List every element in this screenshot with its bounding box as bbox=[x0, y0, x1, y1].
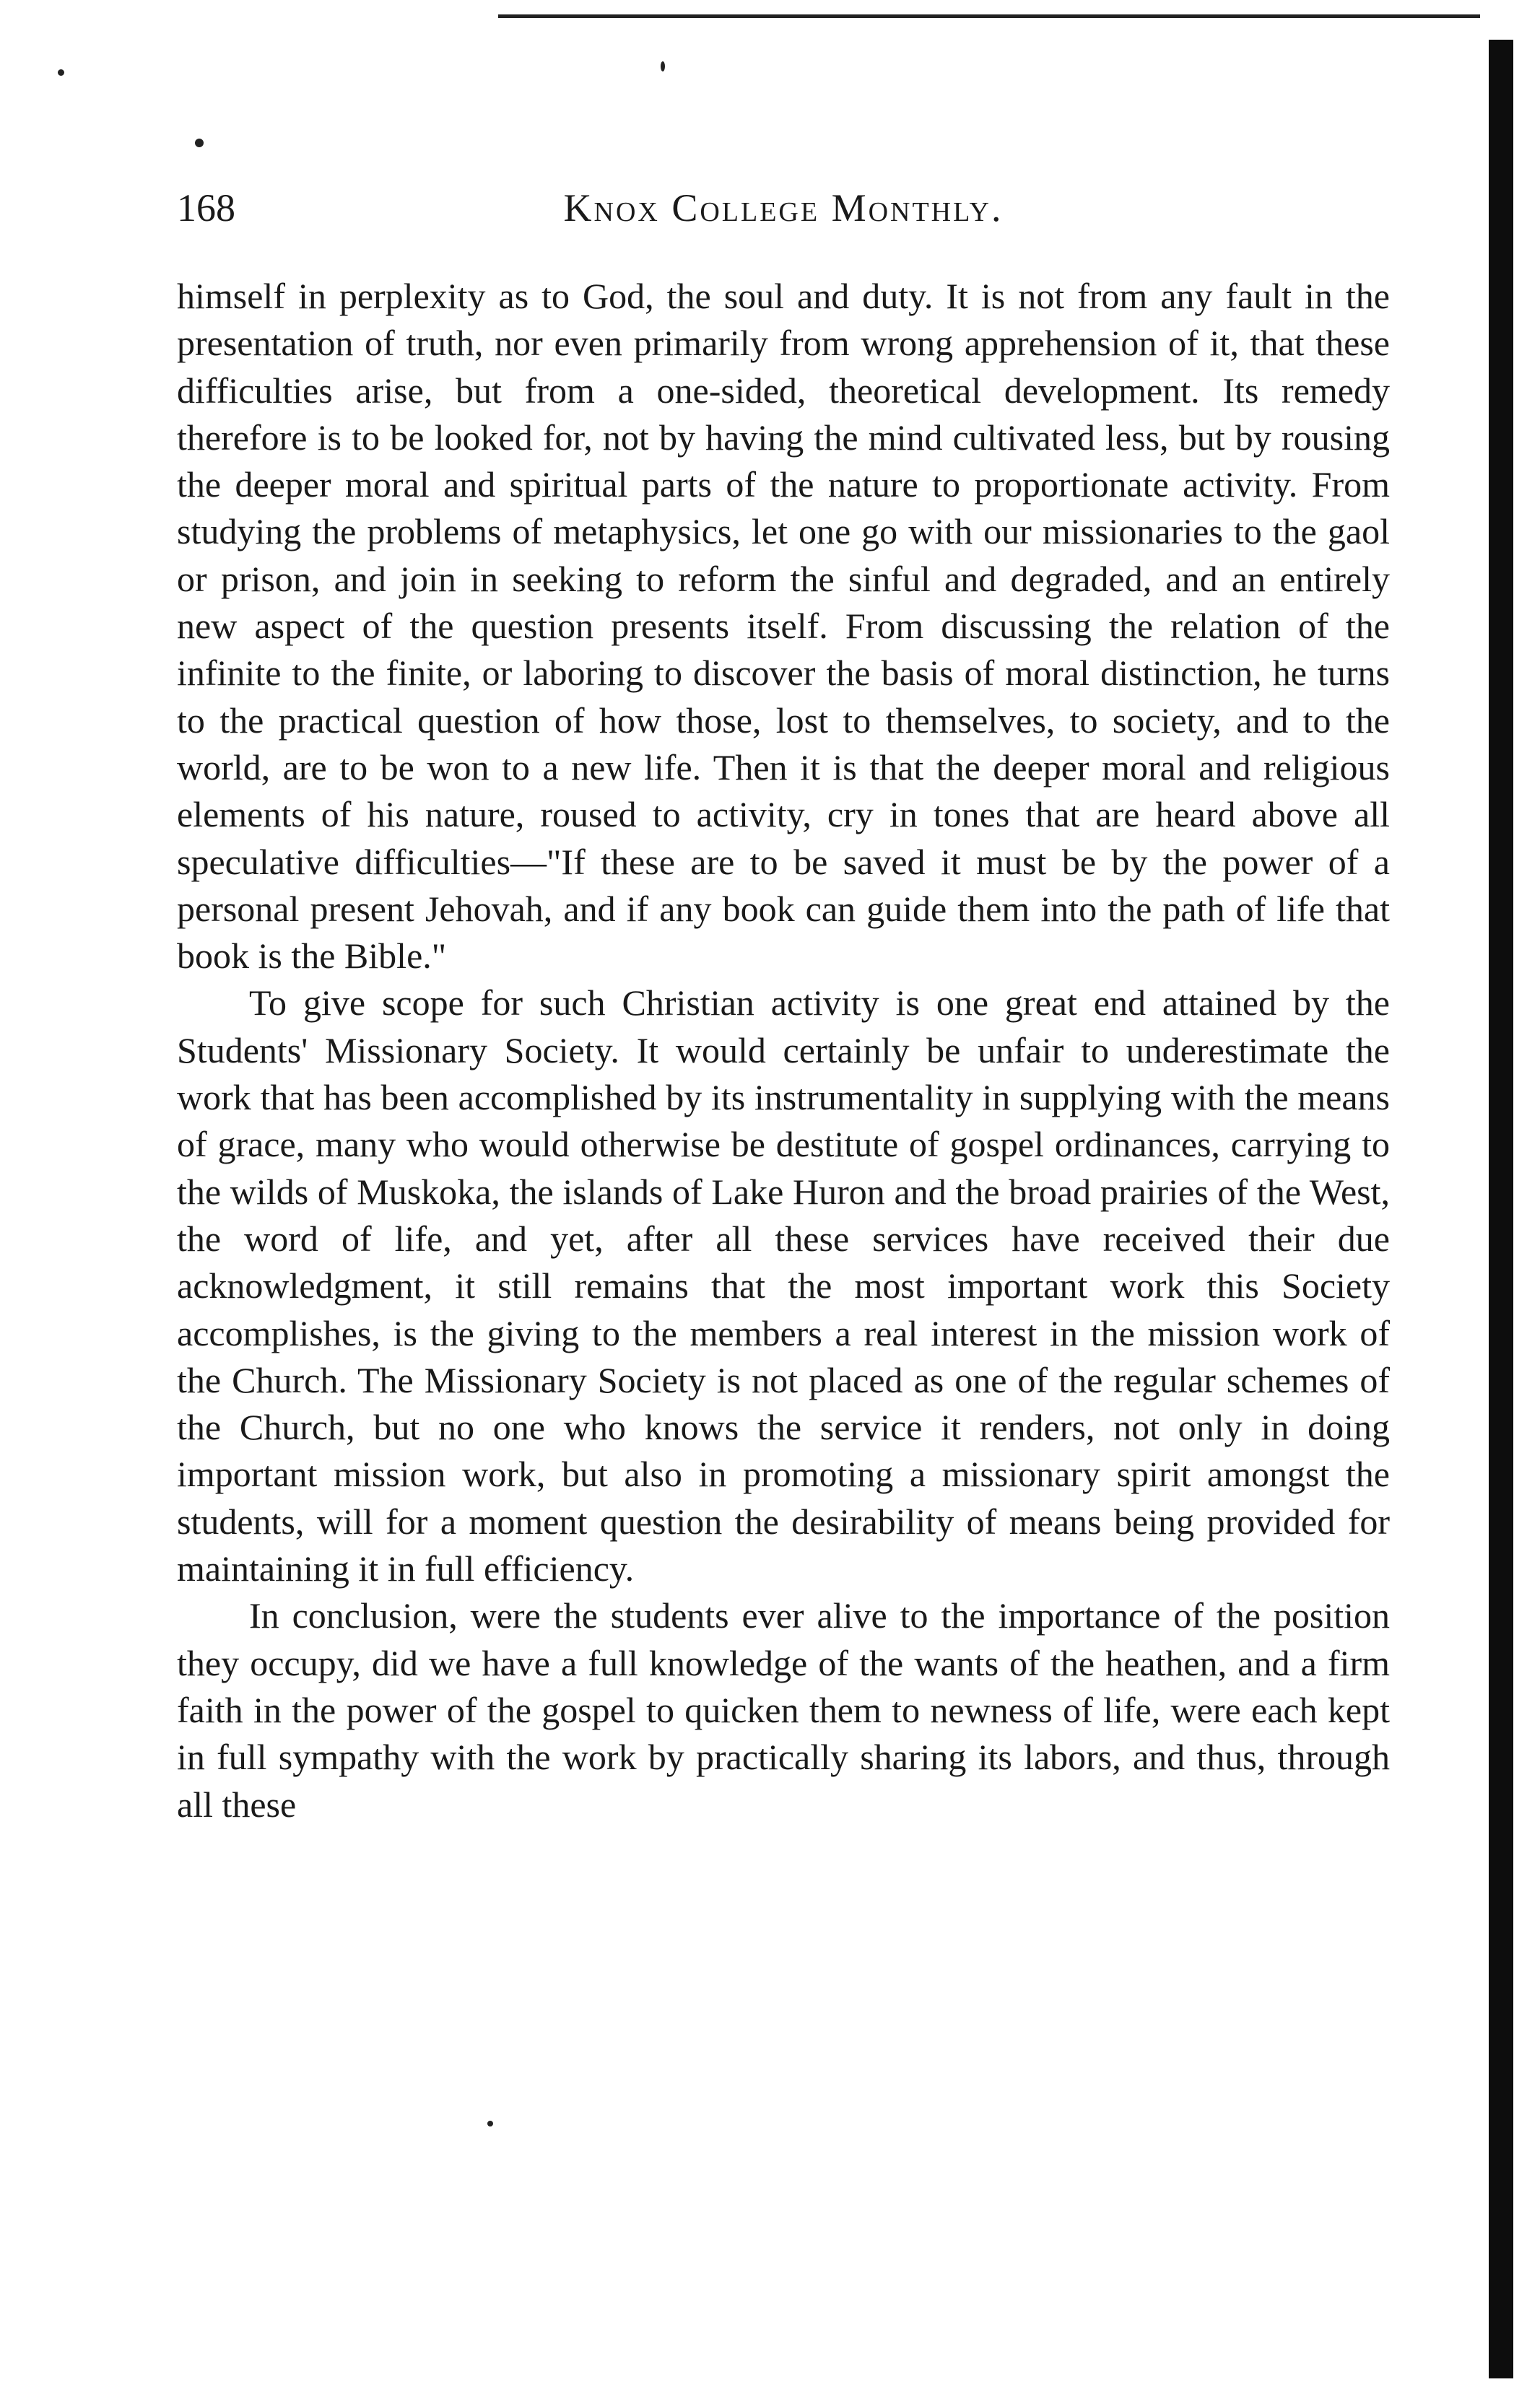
paragraph-missionary-society: To give scope for such Christian activity is one great end attained by the Students' Missionary Society. It would certainly be unfair to underestimate the work that has been accomplished by its instrumentality in supplying with the means of grace, many who would otherwise be destitute of gospel ordinances, carrying to the wilds of Muskoka, the islands of Lake Huron and the broad prairies of the West, the word of life, and yet, after all these services have received their due acknowledgment, it still remains that the most important work this Society accomplishes, is the giving to the members a real interest in the mission work of the Church. The Missionary Society is not placed as one of the regular schemes of the Church, but no one who knows the service it renders, not only in doing important mission work, but also in promoting a missionary spirit amongst the students, will for a moment question the desirability of means being provided for maintaining it in full efficiency. bbox=[177, 982, 1390, 1589]
scan-speck bbox=[58, 69, 64, 76]
paragraph-continued: himself in perplexity as to God, the soul and duty. It is not from any fault in the presentation of truth, nor even primarily from wrong apprehension of it, that these difficulties arise, but from a one-sided, theoretical development. Its remedy therefore is to be looked for, not by having the mind cultivated less, but by rousing the deeper moral and spiritual parts of the nature to proportionate activity. From studying the problems of metaphysics, let one go with our missionaries to the gaol or prison, and join in seeking to reform the sinful and degraded, and an entirely new aspect of the question presents itself. From discussing the relation of the infinite to the finite, or laboring to discover the basis of moral distinction, he turns to the practical question of how those, lost to themselves, to society, and to the world, are to be won to a new life. Then it is that the deeper moral and religious elements of his nature, roused to activity, cry in tones that are heard above all speculative difficulties—"If these are to be saved it must be by the power of a personal present Jehovah, and if any book can guide them into the path of life that book is the Bible." bbox=[177, 276, 1390, 977]
top-scan-rule bbox=[498, 14, 1480, 18]
page-number: 168 bbox=[177, 186, 235, 230]
running-title: Knox College Monthly. bbox=[563, 186, 1004, 230]
page-edge-shadow bbox=[1489, 40, 1513, 2378]
scan-speck bbox=[661, 61, 665, 71]
page-header bbox=[177, 179, 1390, 237]
body-text bbox=[177, 273, 1390, 1828]
scan-speck bbox=[487, 2121, 493, 2126]
paragraph-conclusion: In conclusion, were the students ever alive to the importance of the position they occupy, did we have a full knowledge of the wants of the heathen, and a firm faith in the power of the gospel to quicken them to newness of life, were each kept in full sympathy with the work by practically sharing its labors, and thus, through all these bbox=[177, 1595, 1390, 1825]
scan-speck bbox=[195, 139, 204, 147]
